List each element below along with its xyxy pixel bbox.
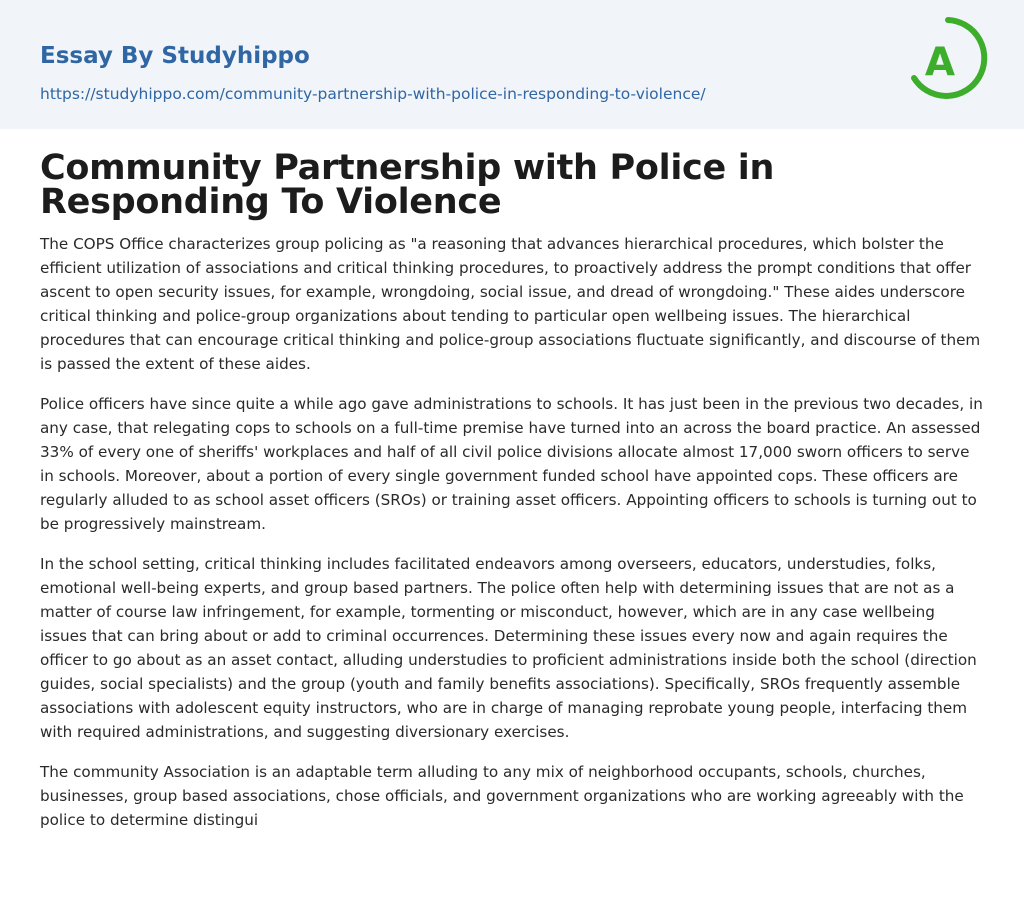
studyhippo-logo-icon[interactable] — [908, 16, 988, 106]
essay-paragraph: Police officers have since quite a while ago gave administrations to schools. It has just been in the previous two decades, in any case, that relegating cops to schools on a full-time premise have turned into an across the board practice. An assessed 33% of every one of sheriffs' workplaces and half of all civil police divisions allocate almost 17,000 sworn officers to serve in schools. Moreover, about a portion of every single government funded school have appointed cops. These officers are regularly alluded to as school asset officers (SROs) or training asset officers. Appointing officers to schools is turning out to be progressively mainstream. — [40, 395, 983, 533]
site-title[interactable]: Essay By Studyhippo — [40, 43, 310, 69]
essay-paragraph: The COPS Office characterizes group policing as "a reasoning that advances hierarchical procedures, which bolster the efficient utilization of associations and critical thinking procedures, to proactively address the prompt conditions that offer ascent to open security issues, for example, wrongdoing, social issue, and dread of wrongdoing." These aides underscore critical thinking and police-group organizations about tending to particular open wellbeing issues. The hierarchical procedures that can encourage critical thinking and police-group associations fluctuate significantly, and discourse of them is passed the extent of these aides. — [40, 235, 981, 373]
site-header — [0, 0, 1024, 129]
essay-title: Community Partnership with Police in Responding To Violence — [40, 148, 775, 222]
logo-letter: A — [924, 40, 956, 85]
essay-paragraph: The community Association is an adaptable term alluding to any mix of neighborhood occupants, schools, churches, businesses, group based associations, chose officials, and government organizations who are working agreeably with the police to determine distingui — [40, 763, 964, 829]
essay-paragraph: In the school setting, critical thinking includes facilitated endeavors among overseers, educators, understudies, folks, emotional well-being experts, and group based partners. The police often help with determining issues that are not as a matter of course law infringement, for example, tormenting or misconduct, however, which are in any case wellbeing issues that can bring about or add to criminal occurrences. Determining these issues every now and again requires the officer to go about as an asset contact, alluding understudies to proficient administrations inside both the school (direction guides, social specialists) and the group (youth and family benefits associations). Specifically, SROs frequently assemble associations with adolescent equity instructors, who are in charge of managing reprobate young people, interfacing them with required administrations, and suggesting diversionary exercises. — [40, 555, 977, 741]
source-url-link[interactable]: https://studyhippo.com/community-partnership-with-police-in-responding-to-violence/ — [40, 85, 706, 103]
essay-body — [40, 232, 984, 832]
essay-content — [40, 148, 984, 848]
